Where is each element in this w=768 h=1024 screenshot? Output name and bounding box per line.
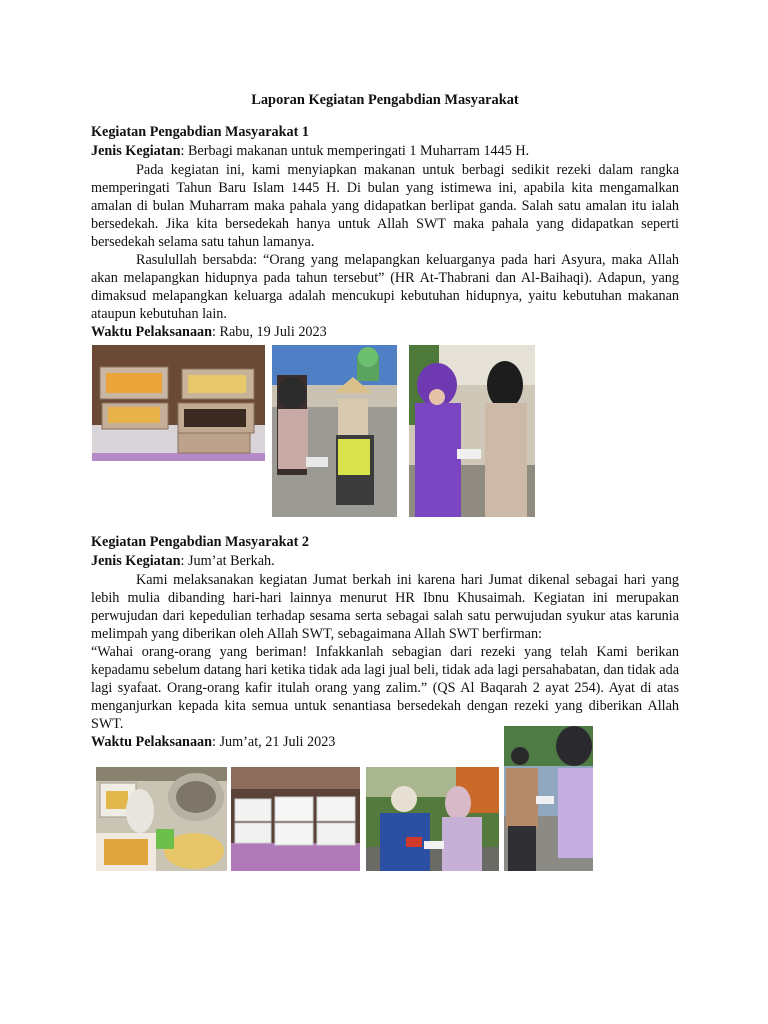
jenis-label: Jenis Kegiatan [91,553,181,569]
photo-costume-sharing [409,345,535,517]
section-1-paragraph-1: Pada kegiatan ini, kami menyiapkan makanan untuk berbagi sedikit rezeki dalam rangka memperingati Tahun Baru Islam 1445 H. Di bulan yang istimewa ini, apabila kita mengamalkan amalan di bulan Muharram maka pahala yang didapatkan berlipat ganda. Salah satu amalan itu ialah bersedekah. Jika kita bersedekah hanya untuk Allah SWT maka pahala yang didapatkan seperti bersedekah selama satu tahun lamanya. [91,162,679,250]
photo-food-preparation [96,767,227,871]
photo-elderly-sharing [366,767,499,871]
section-1-jenis [91,142,679,161]
document-page [91,92,679,752]
waktu-label: Waktu Pelaksanaan [91,324,213,340]
waktu-value: : Rabu, 19 Juli 2023 [212,324,327,340]
page-title: Laporan Kegiatan Pengabdian Masyarakat [251,92,519,108]
waktu-label: Waktu Pelaksanaan [91,734,213,750]
section-2-heading: Kegiatan Pengabdian Masyarakat 2 [91,534,309,550]
section-2-waktu [91,733,679,752]
jenis-label: Jenis Kegiatan [91,143,181,159]
section-1-paragraph-2: Rasulullah bersabda: “Orang yang melapangkan keluarganya pada hari Asyura, maka Allah akan melapangkan hidupnya pada tahun tersebut” (HR At-Thabrani dan Al-Baihaqi). Adapun, yang dimaksud melapangkan keluarga adalah mencukupi kebutuhan hidupnya, yaitu kebutuhan makanan ataupun kebutuhan lain. [91,252,679,322]
section-2-paragraph-1: Kami melaksanakan kegiatan Jumat berkah ini karena hari Jumat dikenal sebagai hari yang lebih mulia dibanding hari-hari lainnya menurut HR Ibnu Khusaimah. Kegiatan ini merupakan perwujudan dari kepedulian terhadap sesama serta sebagai salah satu perwujudan syukur atas karunia melimpah yang diberikan oleh Allah SWT, sebagaimana Allah SWT berfirman: [91,572,679,642]
jenis-value: : Berbagi makanan untuk memperingati 1 Muharram 1445 H. [180,143,530,159]
section-2-jenis [91,552,679,571]
photo-street-sharing [272,345,397,517]
section-1-photos [91,345,679,523]
waktu-value: : Jum’at, 21 Juli 2023 [212,734,336,750]
section-1-waktu [91,323,679,342]
photo-food-boxes [92,345,265,461]
section-1-heading: Kegiatan Pengabdian Masyarakat 1 [91,124,309,140]
jenis-value: : Jum’at Berkah. [180,553,275,569]
section-2-quote: “Wahai orang-orang yang beriman! Infakkanlah sebagian dari rezeki yang telah Kami berikan kepadamu sebelum datang hari ketika tidak ada lagi jual beli, tidak ada lagi persahabatan, dan tidak ada lagi syafaat. Orang-orang kafir itulah orang yang zalim.” (QS Al Baqarah 2 ayat 254). Ayat di atas menganjurkan kepada kita semua untuk senantiasa bersedekah dengan rezeki yang diberikan Allah SWT. [91,644,679,732]
photo-styrofoam-boxes [231,767,360,871]
